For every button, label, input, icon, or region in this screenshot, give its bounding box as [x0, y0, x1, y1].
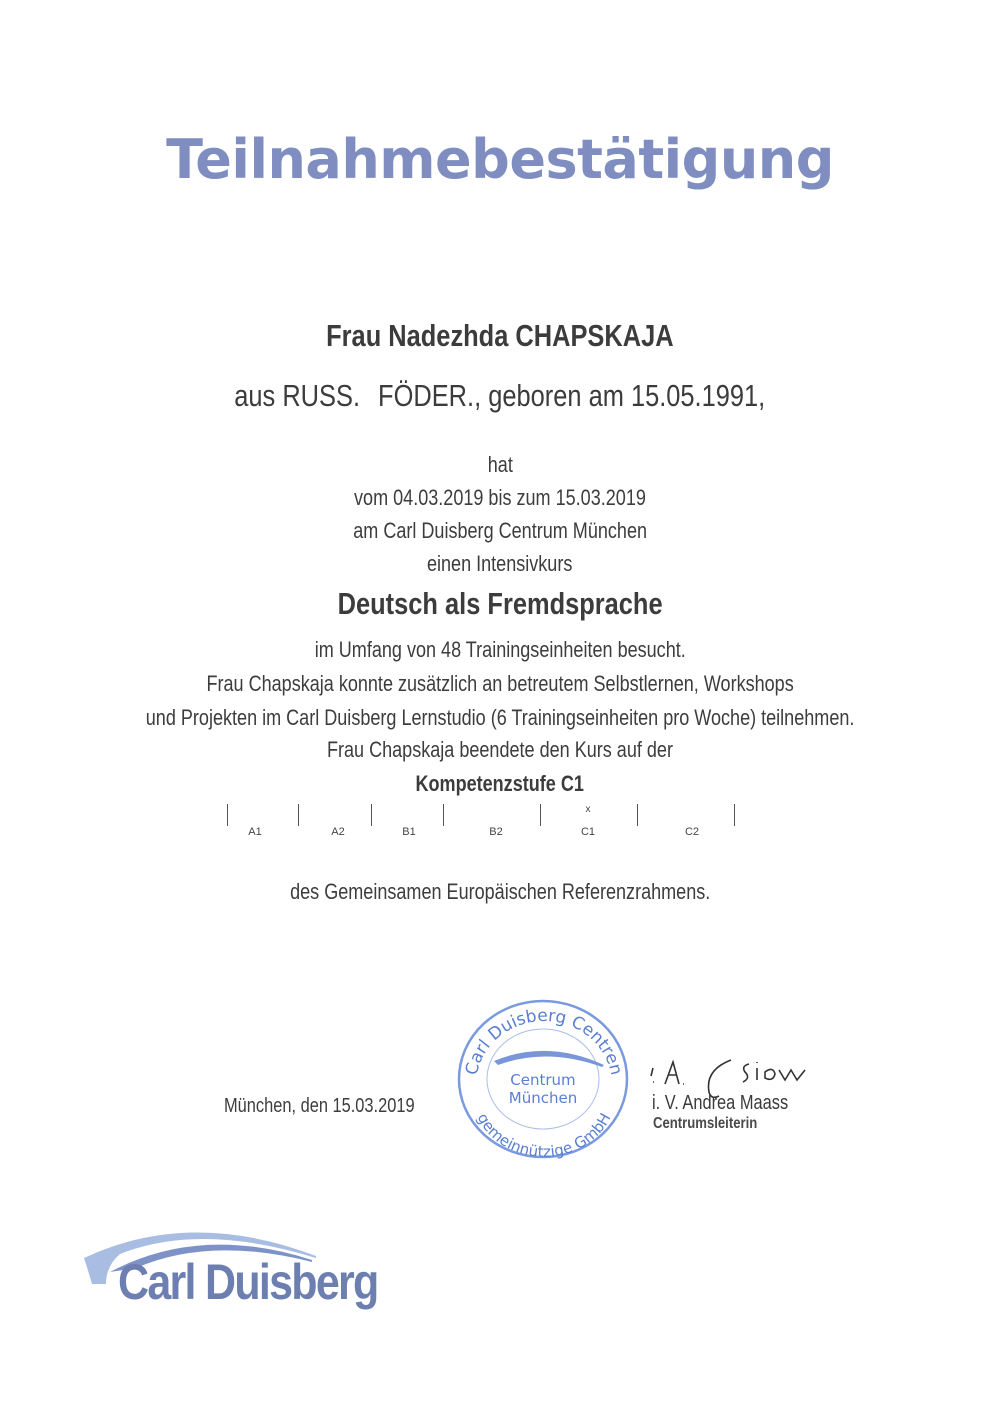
level-label-a1: A1 [248, 826, 262, 838]
stamp-swoosh [494, 1051, 604, 1067]
place-date: München, den 15.03.2019 [224, 1095, 415, 1117]
scale-tick [371, 804, 372, 826]
body-line-1: im Umfang von 48 Trainingseinheiten besucht. [314, 637, 686, 662]
participant-name: Frau Nadezhda CHAPSKAJA [326, 318, 674, 353]
level-scale [0, 800, 1000, 850]
scale-tick [443, 804, 444, 826]
signer-role: Centrumsleiterin [653, 1115, 758, 1132]
body-line-2: Frau Chapskaja konnte zusätzlich an betreutem Selbstlernen, Workshops [206, 671, 794, 696]
competence-level: Kompetenzstufe C1 [415, 771, 585, 796]
origin-country: aus RUSS. [234, 378, 361, 413]
scale-tick [227, 804, 228, 826]
stamp-center-line-2: München [508, 1089, 578, 1107]
course-name: Deutsch als Fremdsprache [337, 586, 663, 621]
level-marker: x [585, 804, 591, 815]
scale-tick [637, 804, 638, 826]
stamp-bottom-text: gemeinnützige GmbH [473, 1109, 615, 1161]
scale-tick [540, 804, 541, 826]
participant-origin [0, 378, 1000, 414]
company-stamp [452, 993, 634, 1165]
level-label-b1: B1 [402, 826, 416, 838]
svg-text:gemeinnützige GmbH [474, 1110, 615, 1161]
origin-birth: FÖDER., geboren am 15.05.1991, [378, 378, 766, 413]
signer-name: i. V. Andrea Maass [652, 1092, 789, 1114]
course-dates: vom 04.03.2019 bis zum 15.03.2019 [354, 485, 646, 510]
level-label-c1: C1 [580, 826, 596, 838]
body-line-3: und Projekten im Carl Duisberg Lernstudio (6 Trainingseinheiten pro Woche) teilnehmen. [145, 705, 855, 730]
course-type: einen Intensivkurs [427, 551, 573, 576]
hat-text: hat [487, 452, 513, 477]
document-title: Teilnahmebestätigung [166, 128, 834, 191]
course-place: am Carl Duisberg Centrum München [353, 518, 647, 543]
scale-tick [734, 804, 735, 826]
carl-duisberg-logo: Carl Duisberg [118, 1254, 378, 1310]
level-label-c2: C2 [684, 826, 700, 838]
stamp-top-text: Carl Duisberg Centren [461, 1005, 627, 1078]
scale-tick [298, 804, 299, 826]
handwritten-signature [645, 1048, 815, 1098]
stamp-center-line-1: Centrum [510, 1071, 576, 1089]
level-label-b2: B2 [489, 826, 503, 838]
body-line-4: Frau Chapskaja beendete den Kurs auf der [326, 737, 673, 762]
level-label-a2: A2 [331, 826, 345, 838]
reference-framework: des Gemeinsamen Europäischen Referenzrahmens. [289, 879, 711, 904]
